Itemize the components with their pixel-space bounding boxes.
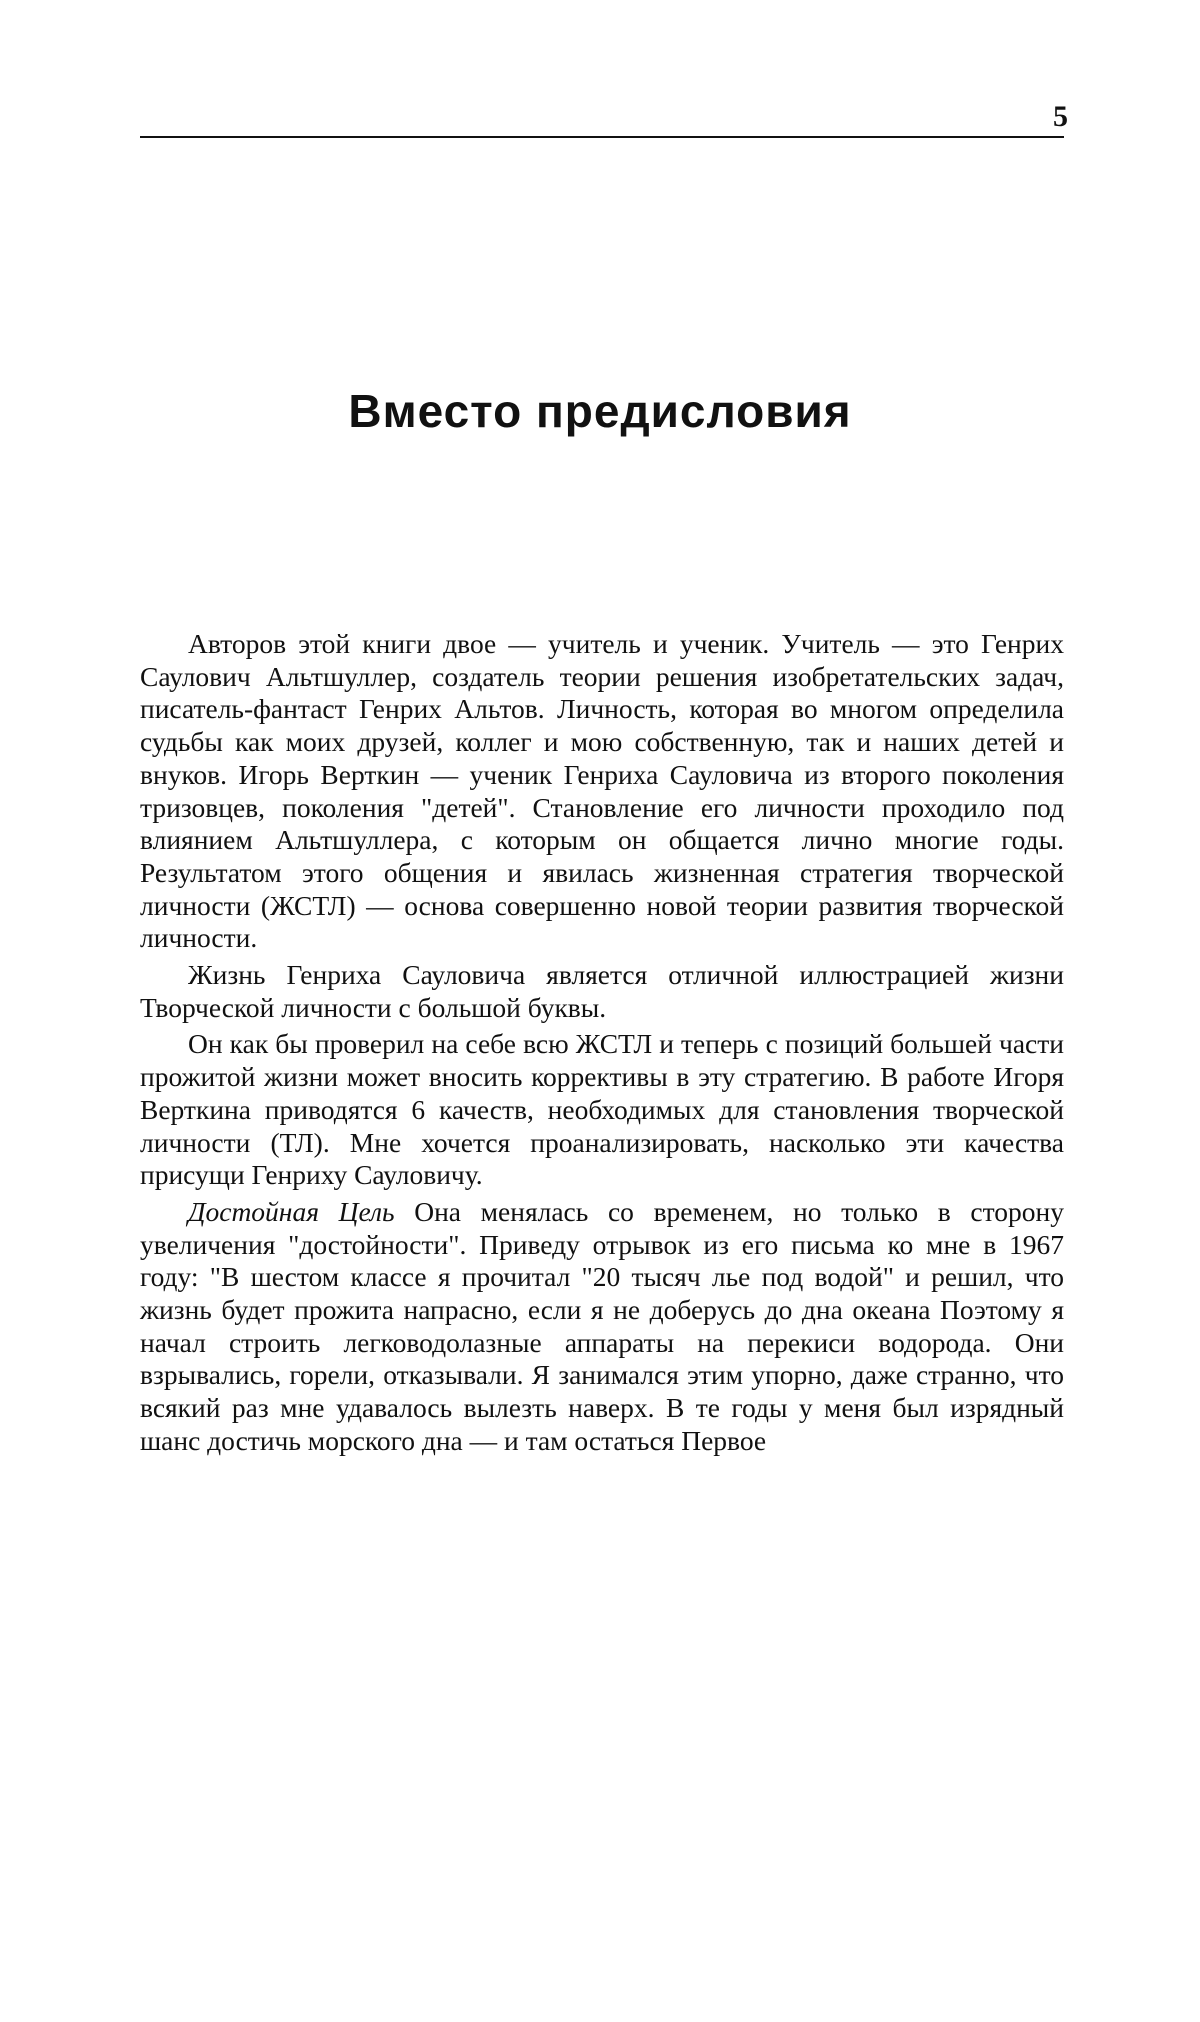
paragraph-lead: Достойная Цель bbox=[188, 1196, 395, 1227]
paragraph-text: Она менялась со временем, но только в сторону увеличения "достойности". Приведу отрывок из его письма ко мне в 1967 году: "В шестом классе я прочитал "20 тысяч лье под водой" и решил, что жизнь будет прожита напрасно, если я не доберусь до дна океана Поэтому я начал строить легководолазные аппараты на перекиси водорода. Они взрывались, горели, отказывали. Я занимался этим упорно, даже странно, что всякий раз мне удавалось вылезть наверх. В те годы у меня был изрядный шанс достичь морского дна — и там остаться Первое bbox=[140, 1196, 1064, 1456]
paragraph-text: Он как бы проверил на себе всю ЖСТЛ и теперь с позиций большей части прожитой жизни может вносить коррективы в эту стратегию. В работе Игоря Верткина приводятся 6 качеств, необходимых для становления творческой личности (ТЛ). Мне хочется проанализировать, насколько эти качества присущи Генриху Сауловичу. bbox=[140, 1028, 1064, 1190]
page-number: 5 bbox=[1053, 100, 1068, 134]
body-text bbox=[140, 628, 1064, 1462]
header-rule bbox=[140, 136, 1064, 138]
paragraph bbox=[140, 1196, 1064, 1458]
paragraph bbox=[140, 959, 1064, 1024]
paragraph-text: Авторов этой книги двое — учитель и ученик. Учитель — это Генрих Саулович Альтшуллер, создатель теории решения изобретательских задач, писатель-фантаст Генрих Альтов. Личность, которая во многом определила судьбы как моих друзей, коллег и мою собственную, так и наших детей и внуков. Игорь Верткин — ученик Генриха Сауловича из второго поколения тризовцев, поколения "детей". Становление его личности проходило под влиянием Альтшуллера, с которым он общается лично многие годы. Результатом этого общения и явилась жизненная стратегия творческой личности (ЖСТЛ) — основа совершенно новой теории развития творческой личности. bbox=[140, 628, 1064, 953]
paragraph-text: Жизнь Генриха Сауловича является отличной иллюстрацией жизни Творческой личности с большой буквы. bbox=[140, 959, 1064, 1023]
paragraph bbox=[140, 1028, 1064, 1192]
paragraph bbox=[140, 628, 1064, 955]
book-page bbox=[0, 0, 1200, 2022]
chapter-title: Вместо предисловия bbox=[0, 383, 1200, 439]
